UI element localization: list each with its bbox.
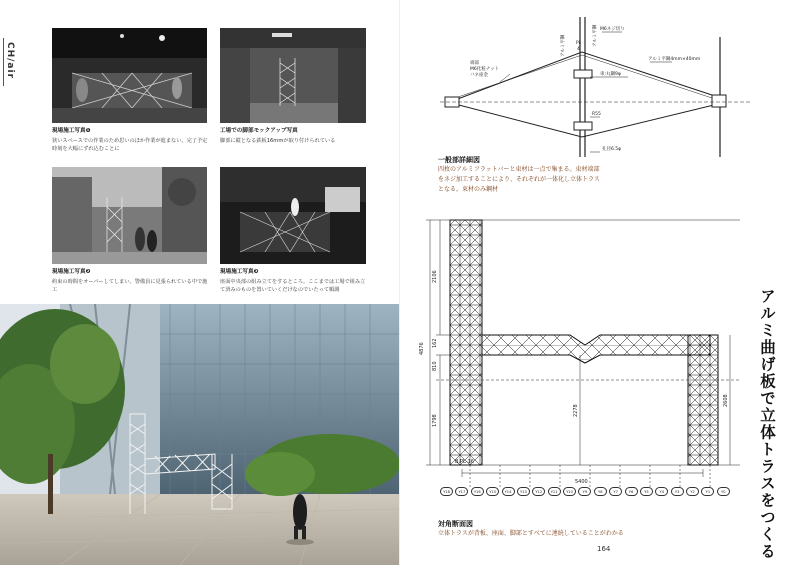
section-text: 立体トラスが背板、座面、脚部とすべてに連続していることがわかる	[438, 530, 624, 537]
photo-site-1	[52, 28, 207, 123]
axis-label: Y4	[655, 487, 668, 496]
axis-label: Y9	[578, 487, 591, 496]
dim-total-height: 4876	[419, 342, 425, 355]
axis-label: Y7	[609, 487, 622, 496]
photo-installation-exterior	[0, 304, 400, 565]
dim-right: 2608	[723, 394, 729, 407]
side-divider	[3, 38, 4, 86]
photo-site-3	[220, 167, 366, 264]
photo-site-3-image	[220, 167, 366, 264]
general-detail-drawing	[440, 12, 750, 157]
diagonal-section-drawing	[410, 205, 745, 505]
photo-factory-mockup	[220, 28, 366, 123]
caption-photo-3-title: 現場施工写真❷	[52, 269, 91, 275]
photo-factory-image	[220, 28, 366, 123]
dim-mid: 810	[432, 361, 438, 371]
axis-label: Y11	[548, 487, 561, 496]
section-title: 対角断面図	[438, 520, 473, 528]
label-thick-b: アルミ平鋼	[593, 24, 598, 47]
dim-bottom: 1798	[432, 414, 438, 427]
caption-photo-1-text: 狭いスペースでの作業のため思いのほか作業が進まない。完了予定時刻を大幅にずれ込むことに	[52, 137, 208, 152]
axis-label: Y12	[532, 487, 545, 496]
right-page	[400, 0, 800, 565]
caption-photo-3	[52, 268, 210, 294]
label-flat-bar: アルミ平鋼4mm×40mm	[648, 57, 701, 62]
axis-label: Y13	[517, 487, 530, 496]
axis-label: Y0	[717, 487, 730, 496]
axis-label: Y1	[701, 487, 714, 496]
label-end-nut-2: M6化粧ナット	[470, 67, 500, 72]
label-thick-a: アルミ平鋼	[561, 34, 566, 57]
axis-label: Y5	[640, 487, 653, 496]
photo-site-2	[52, 167, 207, 264]
detail-section-text: 四枚のアルミフラットバーと束材は一点で集まる。束材端部をネジ加工することにより、それぞれが一体化し立体トラスとなる。束材のみ鋼材	[438, 166, 600, 194]
caption-photo-3-text: 約束の時間をオーバーしてしまい、警備員に見張られている中で施工	[52, 278, 208, 293]
page-number: 164	[597, 545, 611, 553]
axis-label: Y2	[686, 487, 699, 496]
photo-site-2-image	[52, 167, 207, 264]
axis-label: Y15	[486, 487, 499, 496]
axis-label: Y18	[440, 487, 453, 496]
label-pl: PL	[576, 41, 582, 46]
axis-label: Y6	[625, 487, 638, 496]
exterior-photo-image	[0, 304, 400, 565]
label-hole: 孔径6.5φ	[602, 147, 622, 152]
dim-top: 2106	[432, 270, 438, 283]
axis-label: Y8	[594, 487, 607, 496]
dim-width: 5400	[575, 479, 588, 485]
caption-photo-1-title: 現場施工写真❶	[52, 128, 91, 134]
label-rod: 束:丸鋼9φ	[600, 72, 621, 77]
axis-label: Y10	[563, 487, 576, 496]
caption-photo-2-text: 脚部に縦となる鉄板16mmが取り付けられている	[220, 137, 336, 144]
caption-photo-2-title: 工場での脚部モックアップ写真	[220, 128, 298, 134]
caption-photo-1	[52, 127, 210, 153]
axis-label: Y3	[671, 487, 684, 496]
axis-label: Y16	[471, 487, 484, 496]
label-end-nut-3: バネ座金	[470, 73, 488, 78]
axis-label: Y14	[502, 487, 515, 496]
caption-photo-4	[220, 268, 370, 294]
axis-label: Y17	[455, 487, 468, 496]
chapter-label: CH/air	[5, 42, 15, 80]
caption-photo-4-text: 座面中央部の組み立てをするところ。ここまでは工場で組み立て済みのものを置いていくだけなのでいたって順調	[220, 278, 366, 293]
caption-photo-2	[220, 127, 370, 145]
photo-site-1-image	[52, 28, 207, 123]
detail-section-title: 一般部詳細図	[438, 156, 480, 164]
label-pl-num: 4	[577, 47, 580, 52]
label-base-plate: B.PL-16	[455, 459, 474, 465]
label-m6-screw: M6ネジ切り	[600, 27, 625, 32]
vertical-heading: アルミ曲げ板で立体トラスをつくる	[758, 288, 777, 560]
label-r55: R55	[592, 112, 601, 117]
dim-inner: 2278	[573, 404, 579, 417]
axis-label-row	[440, 487, 730, 497]
dim-seat: 162	[432, 338, 438, 348]
label-end-nut-1: 端部	[470, 61, 479, 66]
caption-photo-4-title: 現場施工写真❸	[220, 269, 259, 275]
